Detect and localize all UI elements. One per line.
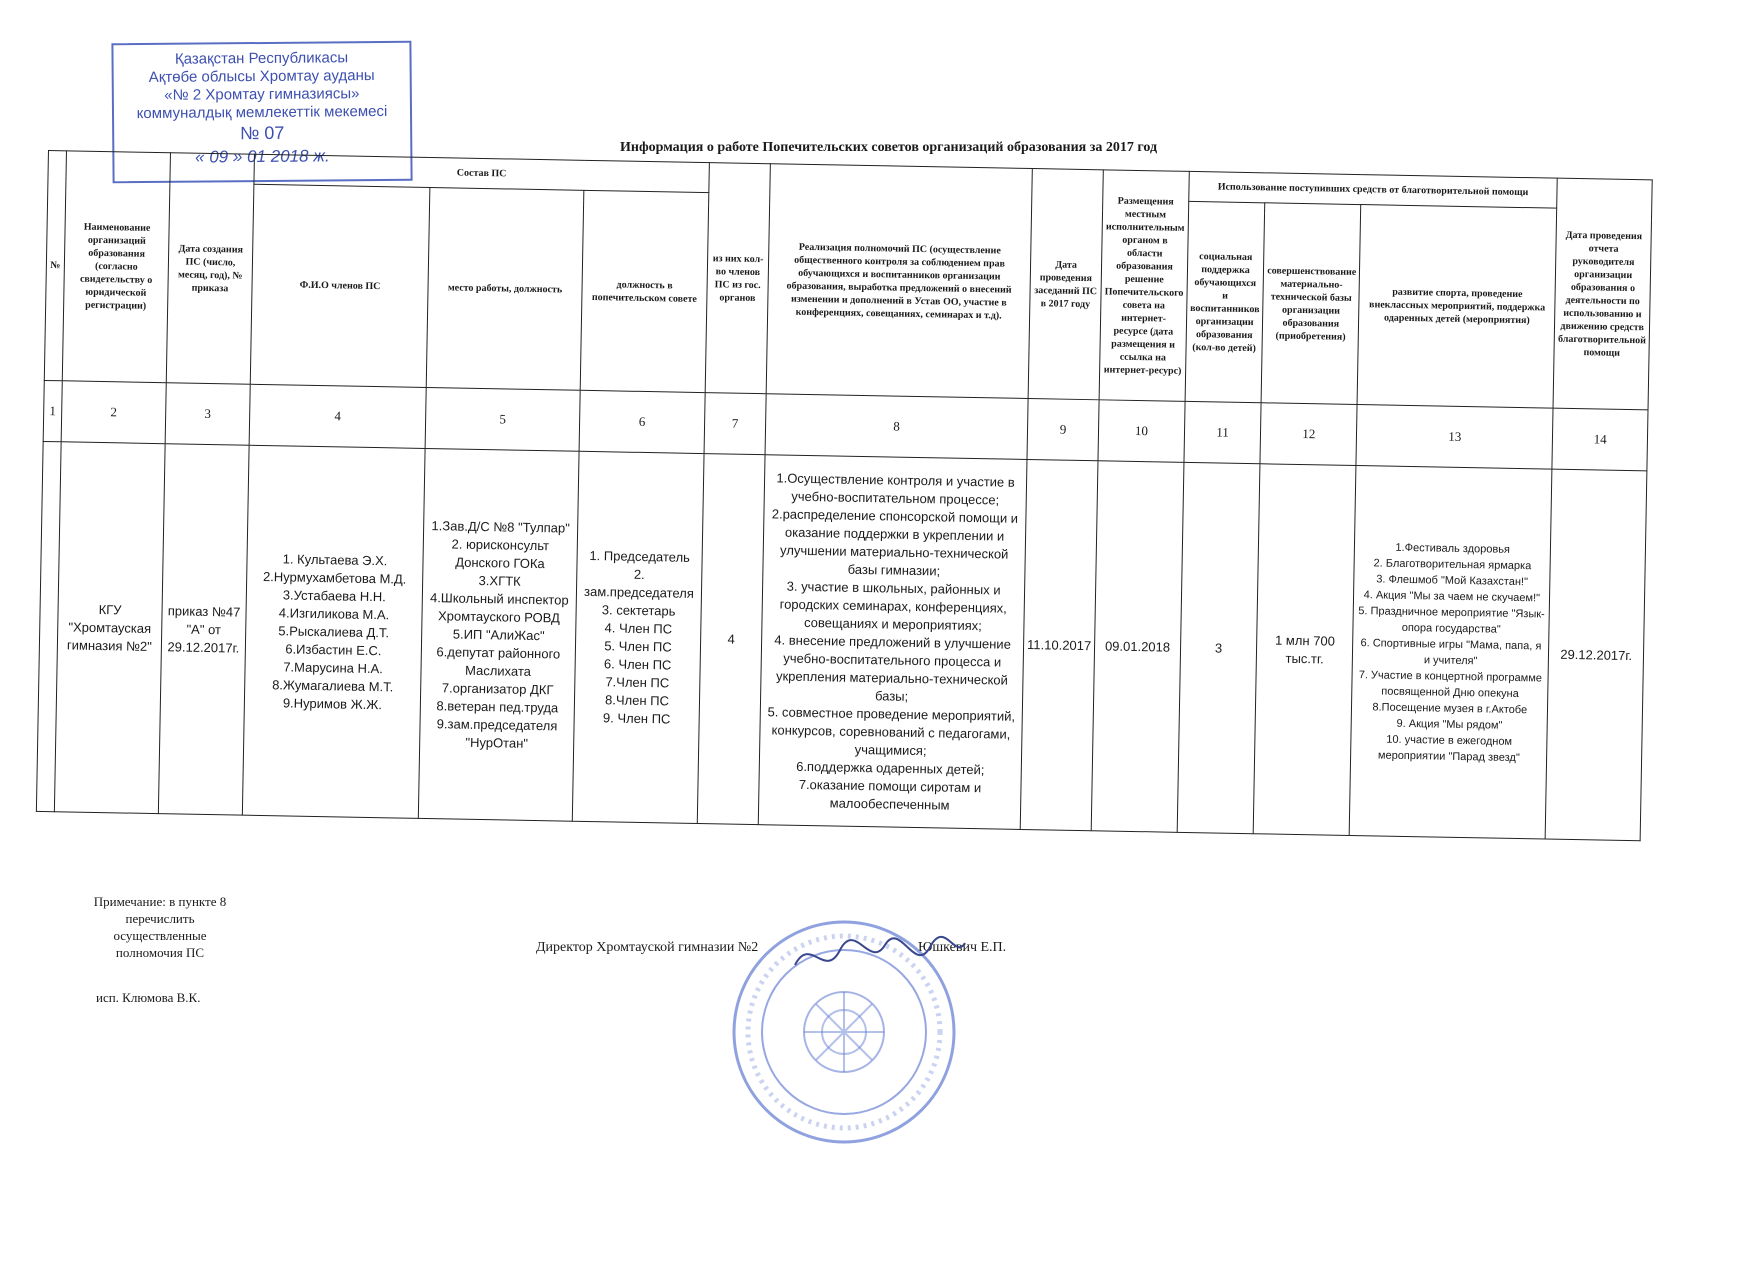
signature-icon (790, 925, 970, 985)
director-name: Юшкевич Е.П. (918, 940, 1007, 955)
header-meeting-date: Дата проведения заседаний ПС в 2017 году (1028, 169, 1103, 400)
list-item: 7.Марусина Н.А. (283, 658, 383, 676)
column-number: 6 (579, 390, 705, 453)
header-board-position: должность в попечительском совете (580, 190, 709, 392)
sports-cell (1349, 466, 1552, 840)
header-org-name: Наименование организаций образования (согласно свидетельству о юридической регистрации) (62, 151, 170, 383)
stamp-line: Қазақстан Республикасы (174, 49, 349, 68)
stamp-line: «№ 2 Хромтау гимназиясы» (164, 85, 360, 104)
column-number: 13 (1356, 405, 1553, 470)
header-gov-members: из них кол-во членов ПС из гос. органов (705, 163, 770, 394)
list-item: 5. совместное проведение мероприятий, конкурсов, соревнований с педагогами, учащимися; (767, 703, 1016, 758)
posting-cell: 09.01.2018 (1091, 461, 1184, 833)
header-sports: развитие спорта, проведение внеклассных мероприятий, поддержка одаренных детей (мероприятия) (1357, 205, 1557, 409)
list-item: 1.Осуществление контроля и участие в учебно-воспитательном процессе; (776, 469, 1015, 507)
list-item: 6.поддержка одаренных детей; (796, 758, 985, 777)
list-item: 4. Член ПС (604, 619, 673, 637)
list-item: 3.ХГТК (478, 572, 521, 589)
list-item: 5. Праздничное мероприятие "Язык- опора государства" (1358, 604, 1545, 636)
list-item: 8.Жумагалиева М.Т. (272, 676, 394, 694)
list-item: 8.ветеран пед.труда (436, 697, 559, 715)
column-number: 10 (1098, 400, 1185, 463)
header-material-base: совершенствование материально-технической базы организации образования (приобретения) (1261, 203, 1361, 405)
list-item: 6.Избастин Е.С. (285, 640, 382, 658)
list-item: 4.Школьный инспектор Хромтауского РОВД (429, 589, 569, 625)
list-item: 8.Член ПС (604, 691, 670, 708)
header-powers: Реализация полномочий ПС (осуществление общественного контроля за соблюдением прав обучающихся и воспитанников организации образования, выработка предложений о внесений изменении и дополнений в Устав ОО, участие в конференциях, совещаниях, семинарах и т.д). (766, 164, 1032, 399)
list-item: 7.оказание помощи сиротам и малообеспеченным (798, 776, 982, 813)
column-number: 5 (425, 387, 580, 451)
workplaces-cell (418, 448, 579, 821)
header-workplace: место работы, должность (426, 188, 584, 391)
list-item: 7.организатор ДКГ (441, 679, 554, 697)
document-title: Информация о работе Попечительских советов организаций образования за 2017 год (620, 140, 1158, 155)
social-support-cell: 3 (1177, 462, 1260, 833)
powers-cell (758, 455, 1027, 830)
header-composition: Состав ПС (254, 154, 709, 192)
column-number: 2 (61, 381, 166, 444)
column-number: 1 (43, 380, 62, 441)
list-item: 1. Культаева Э.Х. (282, 550, 388, 568)
list-item: 9. Акция "Мы рядом" (1396, 717, 1503, 732)
list-item: 2. зам.председателя (583, 566, 695, 601)
list-item: 2.распределение спонсорской помощи и оказание поддержки в укреплении и улучшении материально-технической базы гимназии; (771, 505, 1019, 578)
header-funds-use: Использование поступивших средств от благотворительной помощи (1189, 171, 1558, 208)
header-posting: Размещения местным исполнительным органом в области образования решение Попечительского совета на интернет-ресурсе (дата размещения и ссылка на интернет-ресурс) (1099, 170, 1189, 402)
list-item: 7.Член ПС (605, 673, 670, 690)
list-item: 5. Член ПС (604, 637, 672, 655)
list-item: 10. участие в ежегодном мероприятии "Парад звезд" (1377, 733, 1520, 764)
list-item: 6. Спортивные игры "Мама, папа, я и учителя" (1360, 636, 1542, 667)
list-item: 5.Рыскалиева Д.Т. (278, 622, 390, 640)
performer-name: исп. Клюмова В.К. (96, 990, 201, 1005)
header-no: № (44, 151, 66, 381)
stamp-number: № 07 (239, 122, 285, 144)
gov-members-cell: 4 (697, 454, 765, 825)
header-report-date: Дата проведения отчета руководителя организации образования о деятельности по использованию и движению средств благотворительной помощи (1553, 178, 1652, 410)
column-number: 9 (1027, 399, 1099, 461)
stamp-line: Ақтөбе облысы Хромтау ауданы (148, 67, 375, 86)
org-name-cell: КГУ "Хромтауская гимназия №2" (54, 442, 165, 814)
material-base-cell: 1 млн 700 тыс.тг. (1253, 464, 1356, 836)
list-item: 9.Нуримов Ж.Ж. (282, 694, 383, 712)
list-item: 7. Участие в концертной программе посвященной Дню опекуна (1358, 668, 1543, 700)
members-cell (242, 445, 425, 818)
meeting-date-cell: 11.10.2017 (1020, 459, 1098, 830)
list-item: 2. юрисконсульт Донского ГОКа (451, 535, 550, 571)
column-number: 14 (1552, 408, 1648, 471)
list-item: 4. внесение предложений в улучшение учебно-воспитательного процесса и укрепления материально-технической базы; (774, 631, 1012, 704)
list-item: 3.Устабаева Н.Н. (282, 586, 387, 604)
report-date-cell: 29.12.2017г. (1545, 469, 1647, 841)
column-number: 7 (704, 393, 766, 455)
list-item: 2.Нурмухамбетова М.Д. (262, 568, 407, 587)
header-fio: Ф.И.О членов ПС (250, 184, 430, 387)
header-date-created: Дата создания ПС (число, месяц, год), № приказа (166, 153, 254, 385)
list-item: 4.Изгиликова М.А. (278, 604, 390, 622)
date-created-cell: приказ №47 "А" от 29.12.2017г. (158, 444, 249, 815)
list-item: 4. Акция "Мы за чаем не скучаем!" (1363, 588, 1541, 604)
column-number: 12 (1260, 403, 1357, 466)
header-social-support: социальная поддержка обучающихся и воспитанников организации образования (кол-во детей) (1185, 201, 1265, 402)
footnote: Примечание: в пункте 8 перечислить осуществленные полномочия ПС (93, 894, 227, 960)
list-item: 8.Посещение музея в г.Актобе (1372, 700, 1528, 716)
column-number: 3 (165, 383, 250, 446)
stamp-line: коммуналдық мемлекеттік мекемесі (136, 102, 388, 123)
list-item: 1.Зав.Д/С №8 "Тулпар" (431, 517, 570, 536)
director-label: Директор Хромтауской гимназии №2 (536, 940, 759, 955)
list-item: 1. Председатель (589, 547, 691, 565)
list-item: 9. Член ПС (602, 709, 671, 726)
list-item: 3. сектетарь (601, 601, 676, 619)
list-item: 1.Фестиваль здоровья (1395, 541, 1511, 556)
list-item: 2. Благотворительная ярмарка (1373, 556, 1532, 572)
positions-cell (572, 451, 704, 823)
column-number: 4 (249, 384, 426, 448)
column-number: 11 (1184, 401, 1262, 463)
stamp-date: « 09 » 01 2018 ж. (195, 146, 330, 167)
list-item: 9.зам.председателя "НурОтан" (436, 715, 558, 751)
column-number: 8 (765, 394, 1028, 460)
council-report-table (36, 150, 1653, 841)
list-item: 5.ИП "АлиЖас" 6.депутат районного Маслихата (436, 626, 561, 679)
list-item: 3. Флешмоб "Мой Казахстан!" (1376, 572, 1529, 588)
list-item: 6. Член ПС (603, 655, 672, 673)
list-item: 3. участие в школьных, районных и городских семинарах, конференциях, совещаниях и мероприятиях; (779, 578, 1008, 633)
